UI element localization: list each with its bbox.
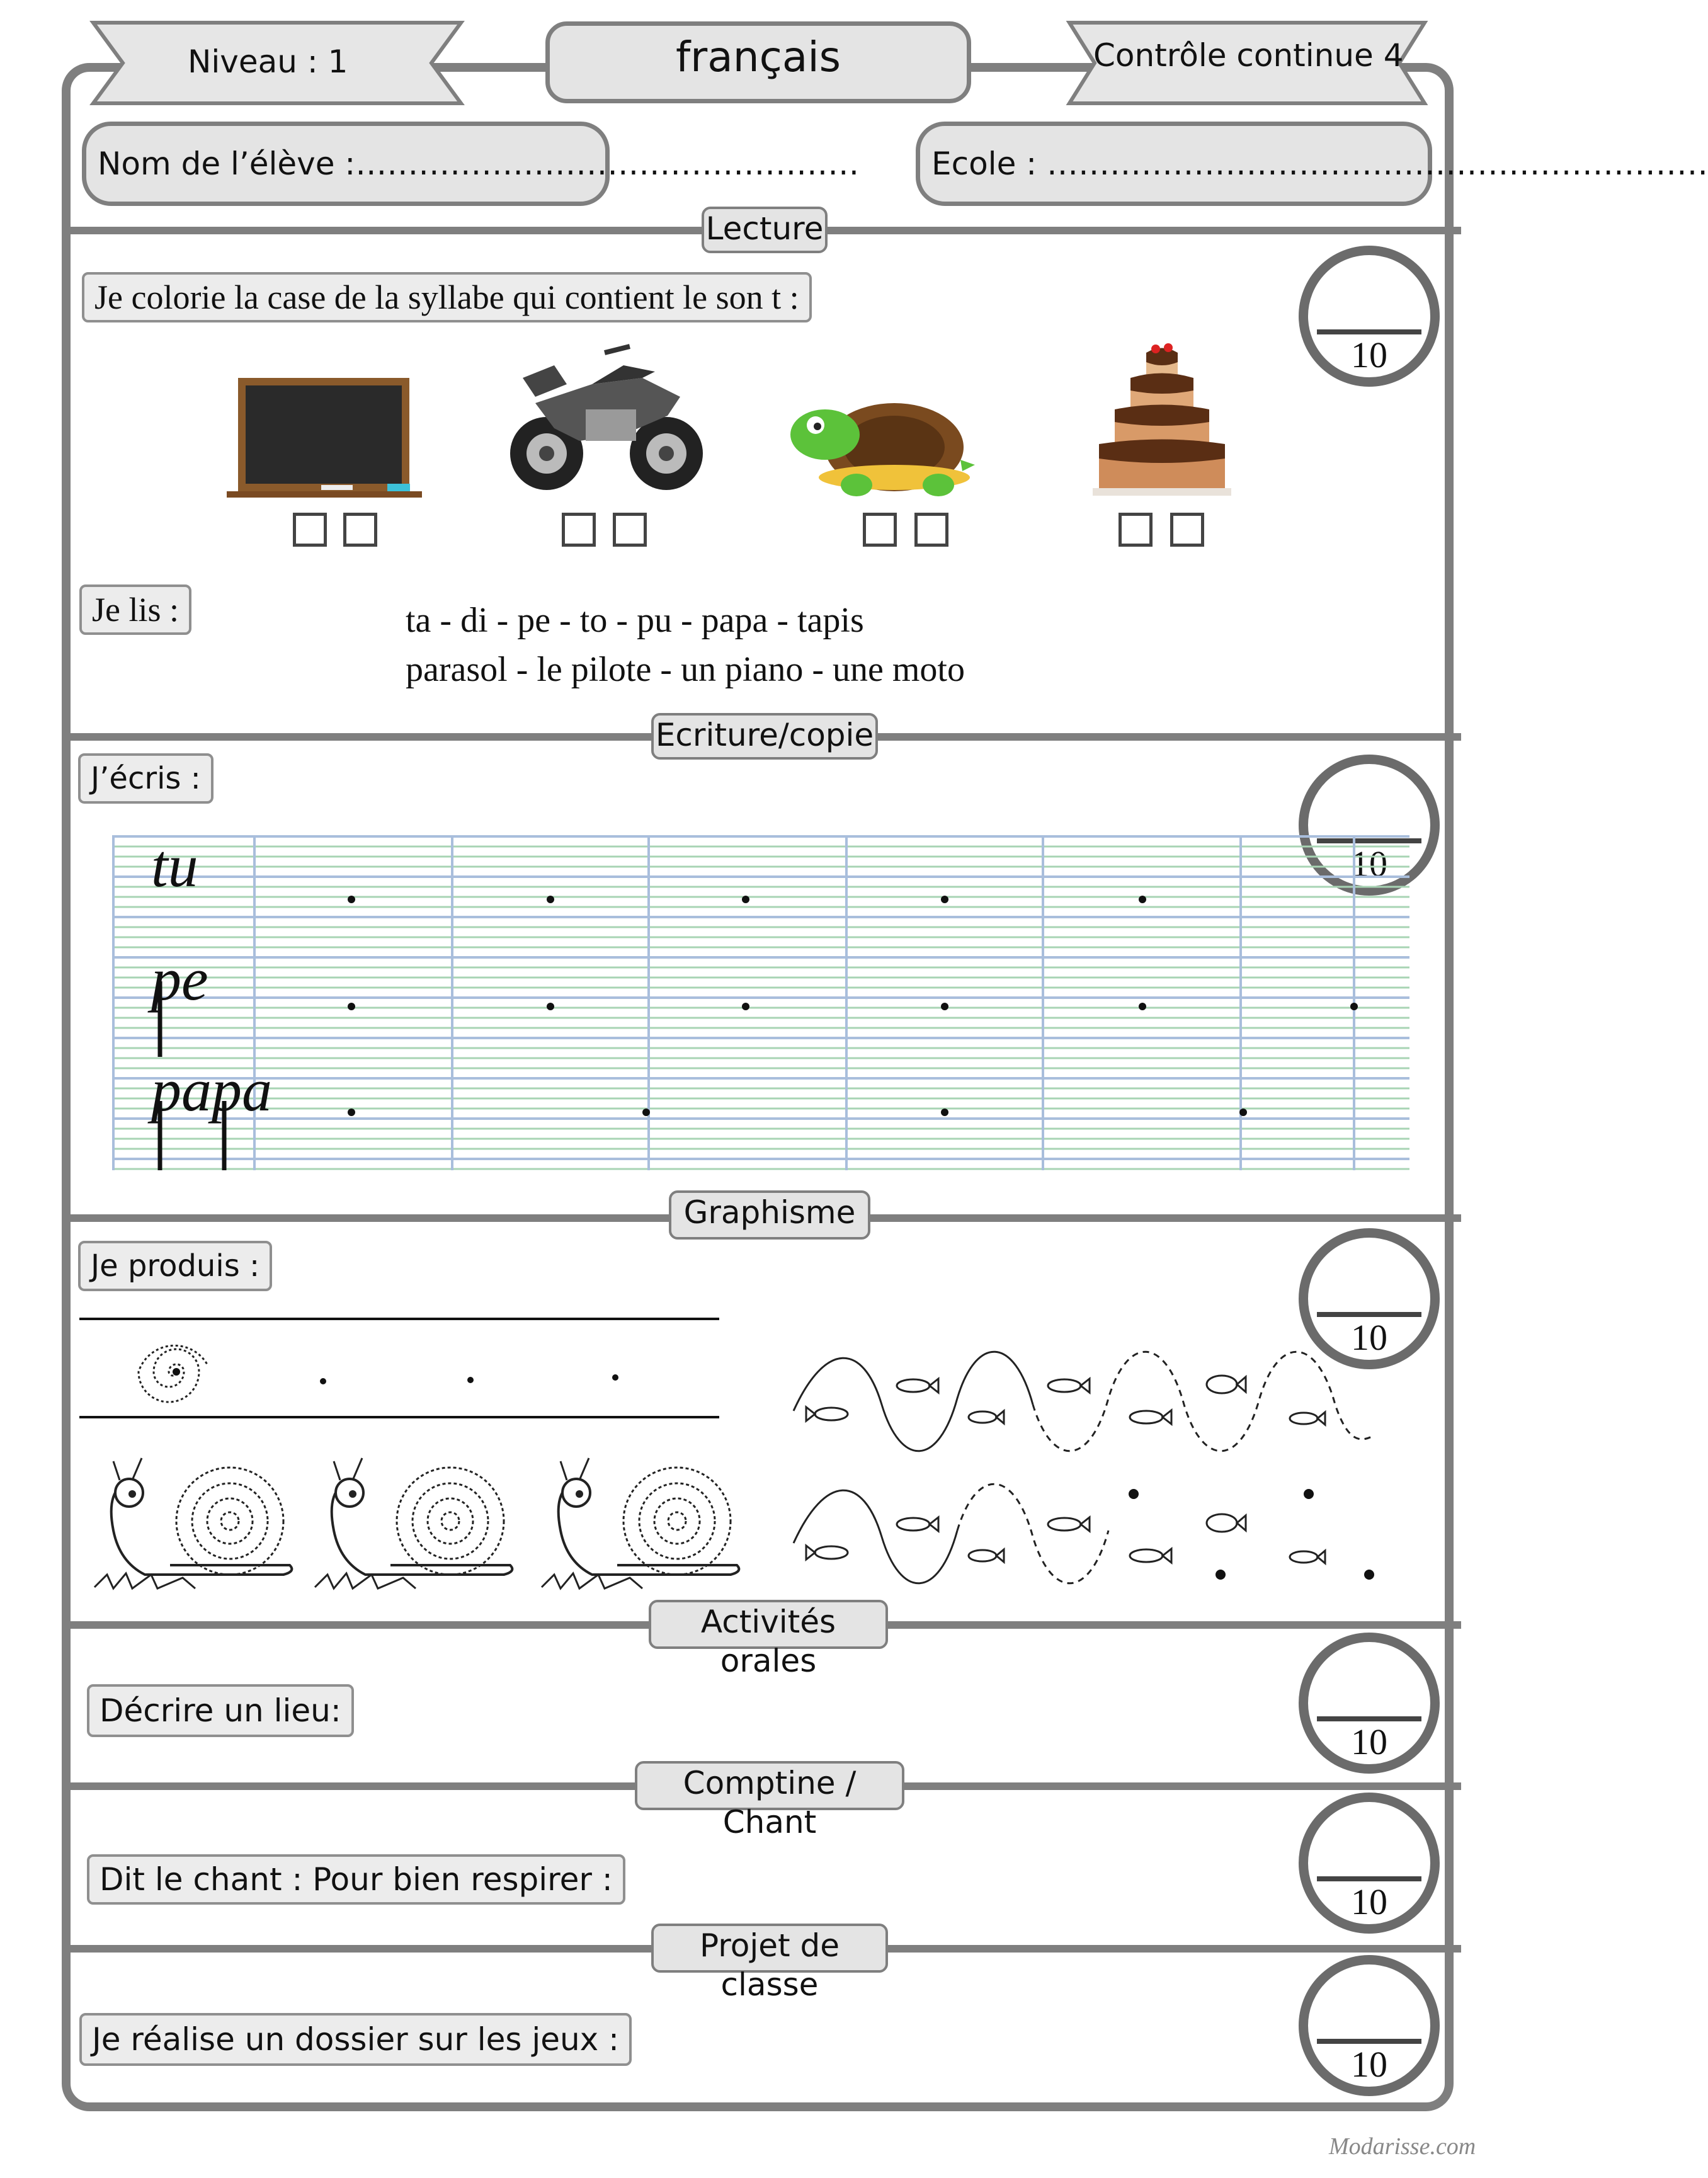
syllable-box[interactable] — [343, 513, 377, 547]
instruction-produis: Je produis : — [78, 1241, 272, 1291]
student-name-field[interactable]: Nom de l’élève :………………………………………… — [82, 122, 610, 206]
section-title-graphisme: Graphisme — [669, 1190, 870, 1240]
instruction-colorie: Je colorie la case de la syllabe qui contient le son t : — [82, 272, 812, 322]
score-circle-comptine — [1299, 1793, 1440, 1934]
guide-line — [79, 1416, 719, 1418]
score-value: 10 — [1351, 2044, 1387, 2085]
score-circle-orales — [1299, 1633, 1440, 1774]
writing-grid — [112, 836, 1409, 1177]
copy-word: tu — [151, 832, 198, 899]
reading-line-2: parasol - le pilote - un piano - une moto — [406, 650, 965, 689]
start-dot — [320, 1378, 326, 1384]
copy-word: pe — [151, 945, 208, 1013]
section-title-orales: Activités orales — [649, 1600, 888, 1649]
start-dot — [467, 1377, 474, 1383]
snail-icon — [542, 1449, 749, 1594]
instruction-dossier: Je réalise un dossier sur les jeux : — [79, 2013, 632, 2066]
instruction-chant: Dit le chant : Pour bien respirer : — [87, 1854, 625, 1905]
score-value: 10 — [1351, 1881, 1387, 1922]
syllable-box[interactable] — [293, 513, 327, 547]
syllable-box[interactable] — [1170, 513, 1204, 547]
snail-icon — [315, 1449, 523, 1594]
subject-title: français — [675, 33, 841, 81]
score-value: 10 — [1351, 334, 1387, 375]
blackboard-picture — [227, 372, 422, 504]
score-circle-projet — [1299, 1955, 1440, 2096]
motorcycle-picture — [498, 340, 712, 498]
section-title-ecriture: Ecriture/copie — [651, 713, 878, 760]
score-value: 10 — [1351, 843, 1387, 884]
level-text: Niveau : 1 — [188, 43, 348, 80]
syllable-box[interactable] — [914, 513, 948, 547]
start-dot — [612, 1374, 618, 1381]
section-title-comptine: Comptine / Chant — [635, 1761, 904, 1810]
snail-icon — [94, 1449, 302, 1594]
score-circle-lecture — [1299, 246, 1440, 387]
section-title-lecture: Lecture — [702, 207, 828, 253]
instruction-ecris: J’écris : — [78, 753, 214, 804]
instruction-lis: Je lis : — [79, 584, 191, 635]
copy-word: papa — [151, 1056, 272, 1124]
syllable-box[interactable] — [1119, 513, 1153, 547]
syllable-box[interactable] — [613, 513, 647, 547]
syllable-box[interactable] — [863, 513, 897, 547]
instruction-decrire: Décrire un lieu: — [87, 1684, 354, 1737]
reading-line-1: ta - di - pe - to - pu - papa - tapis — [406, 601, 864, 640]
spiral-model-icon — [107, 1321, 233, 1416]
section-title-projet: Projet de classe — [651, 1924, 888, 1973]
syllable-box[interactable] — [562, 513, 596, 547]
turtle-picture — [787, 384, 976, 498]
school-field[interactable]: Ecole : ……………………………………………………… — [916, 122, 1432, 206]
guide-line — [79, 1318, 719, 1320]
watermark: Modarisse.com — [1329, 2133, 1476, 2160]
score-value: 10 — [1351, 1721, 1387, 1762]
cake-picture — [1071, 334, 1253, 504]
wave-fish-pattern — [787, 1474, 1386, 1600]
wave-fish-pattern — [787, 1342, 1386, 1468]
score-value: 10 — [1351, 1317, 1387, 1358]
test-title: Contrôle continue 4 — [1093, 37, 1404, 74]
